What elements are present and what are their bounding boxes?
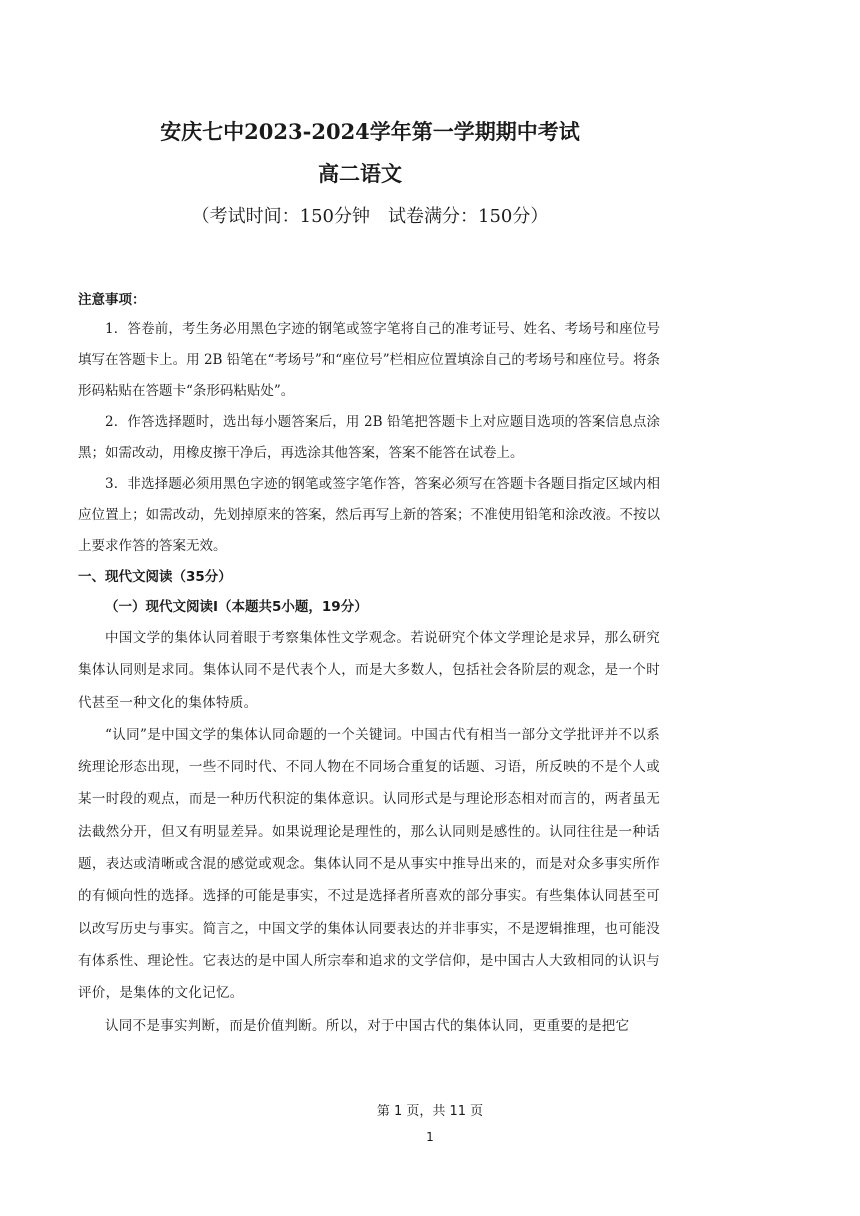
section-heading: 一、现代文阅读（35分） xyxy=(78,569,232,585)
subject-title xyxy=(0,158,860,188)
article-paragraph: 认同不是事实判断，而是价值判断。所以，对于中国古代的集体认同，更重要的是把它 xyxy=(105,1017,630,1034)
page-footer xyxy=(0,1100,860,1119)
notice-item: 2．作答选择题时，选出每小题答案后，用 2B 铅笔把答题卡上对应题目选项的答案信息点涂黑；如需改动，用橡皮擦干净后，再选涂其他答案，答案不能答在试卷上。 xyxy=(78,414,660,461)
page-number-row xyxy=(0,1130,860,1144)
exam-title: 安庆七中2023-2024学年第一学期期中考试 xyxy=(160,119,580,144)
subject-title-text: 高二语文 xyxy=(318,161,402,186)
article-paragraph: 中国文学的集体认同着眼于考察集体性文学观念。若说研究个体文学理论是求异，那么研究集体认同则是求同。集体认同不是代表个人，而是大多数人，包括社会各阶层的观念，是一个时代甚至一种文化的集体特质。 xyxy=(78,630,660,711)
page-number: 1 xyxy=(426,1130,434,1144)
section-subheading: （一）现代文阅读Ⅰ（本题共5小题，19分） xyxy=(105,599,368,615)
exam-info: （考试时间：150分钟 试卷满分：150分） xyxy=(191,206,549,227)
notice-item: 3．非选择题必须用黑色字迹的钢笔或签字笔作答，答案必须写在答题卡各题目指定区域内相应位置上；如需改动，先划掉原来的答案，然后再写上新的答案；不准使用铅笔和涂改液。不按以上要求作答的答案无效。 xyxy=(78,476,660,554)
page-info: 第 1 页，共 11 页 xyxy=(376,1104,484,1119)
notice-item: 1．答卷前，考生务必用黑色字迹的钢笔或签字笔将自己的准考证号、姓名、考场号和座位号填写在答题卡上。用 2B 铅笔在“考场号”和“座位号”栏相应位置填涂自己的考场号和座位号。将条形码粘贴在答题卡“条形码粘贴处”。 xyxy=(78,321,660,399)
exam-body xyxy=(78,286,660,1042)
article-paragraph: “认同”是中国文学的集体认同命题的一个关键词。中国古代有相当一部分文学批评并不以系统理论形态出现，一些不同时代、不同人物在不同场合重复的话题、习语，所反映的不是个人或某一时段的观点，而是一种历代积淀的集体意识。认同形式是与理论形态相对而言的，两者虽无法截然分开，但又有明显差异。如果说理论是理性的，那么认同则是感性的。认同往往是一种话题，表达或清晰或含混的感觉或观念。集体认同不是从事实中推导出来的，而是对众多事实所作的有倾向性的选择。选择的可能是事实，不过是选择者所喜欢的部分事实。有些集体认同甚至可以改写历史与事实。简言之，中国文学的集体认同要表达的并非事实，不是逻辑推理，也可能没有体系性、理论性。它表达的是中国人所宗奉和追求的文学信仰，是中国古人大致相同的认识与评价，是集体的文化记忆。 xyxy=(78,726,660,1002)
notice-heading: 注意事项： xyxy=(78,292,146,308)
